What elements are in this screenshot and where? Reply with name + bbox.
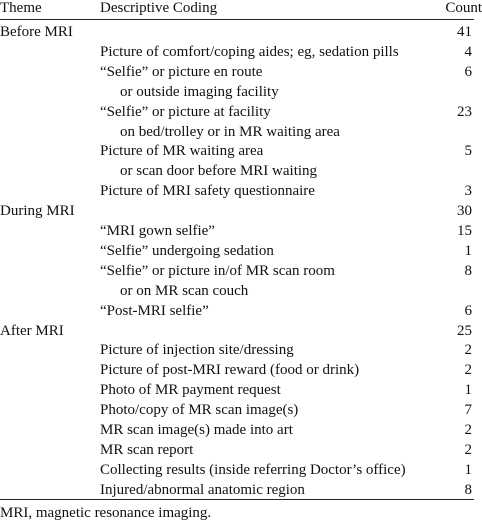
table-row: [0, 62, 474, 82]
theme-cell: Before MRI: [0, 24, 73, 40]
coding-cell: Photo of MR payment request: [100, 382, 281, 399]
header-count: Count: [445, 0, 482, 16]
count-cell: 41: [457, 24, 472, 40]
table-row: [0, 221, 474, 241]
table-row: [0, 480, 474, 500]
coding-cell: Injured/abnormal anatomic region: [100, 481, 305, 498]
count-cell: 6: [464, 302, 472, 319]
table-row: [0, 420, 474, 440]
count-cell: 1: [464, 461, 472, 478]
coding-cell: Collecting results (inside referring Doctor’s office): [100, 461, 406, 478]
coding-cell: “Selfie” or picture at facility: [100, 103, 271, 120]
coding-cell: “Selfie” or picture in/of MR scan room: [100, 262, 335, 279]
count-cell: 2: [464, 342, 472, 359]
table-row: [0, 321, 474, 341]
table-row: [0, 102, 474, 122]
count-cell: 25: [457, 322, 472, 339]
count-cell: 7: [464, 402, 472, 419]
table-footnote: MRI, magnetic resonance imaging.: [0, 505, 212, 521]
coding-cell: “Selfie” undergoing sedation: [100, 242, 274, 259]
count-cell: 2: [464, 362, 472, 379]
coding-cell: Picture of injection site/dressing: [100, 342, 294, 359]
table-row: [0, 380, 474, 400]
coding-cell: or scan door before MRI waiting: [120, 163, 318, 180]
coding-cell: or on MR scan couch: [120, 282, 249, 299]
table-row: [0, 460, 474, 480]
coding-cell: “MRI gown selfie”: [100, 223, 215, 239]
count-cell: 1: [464, 382, 472, 399]
coding-cell: MR scan image(s) made into art: [100, 422, 293, 438]
count-cell: 15: [457, 223, 472, 239]
header-coding: Descriptive Coding: [100, 0, 218, 16]
table-row: [0, 301, 474, 321]
coding-cell: or outside imaging facility: [120, 83, 279, 100]
coding-cell: Picture of MRI safety questionnaire: [100, 183, 315, 200]
count-cell: 8: [464, 481, 472, 498]
table-header: [0, 0, 482, 18]
table-row: [0, 82, 474, 102]
coding-cell: Picture of MR waiting area: [100, 143, 264, 160]
coding-cell: MR scan report: [100, 441, 194, 458]
theme-cell: After MRI: [0, 322, 64, 339]
table-row: [0, 281, 474, 301]
bottom-rule: [0, 499, 474, 500]
coding-cell: Picture of post-MRI reward (food or drink): [100, 362, 360, 379]
count-cell: 8: [464, 262, 472, 279]
table-row: [0, 161, 474, 181]
table-row: [0, 261, 474, 281]
coding-cell: Photo/copy of MR scan image(s): [100, 402, 299, 419]
table-row: [0, 181, 474, 201]
count-cell: 4: [464, 43, 472, 60]
count-cell: 1: [464, 242, 472, 259]
table-row: [0, 360, 474, 380]
theme-cell: During MRI: [0, 203, 75, 220]
count-cell: 30: [457, 203, 472, 220]
table-row: [0, 440, 474, 460]
coding-cell: “Selfie” or picture en route: [100, 63, 263, 80]
table-row: [0, 122, 474, 142]
header-rule: [0, 19, 474, 20]
table-row: [0, 241, 474, 261]
count-cell: 23: [457, 103, 472, 120]
table-row: [0, 22, 474, 42]
table-row: [0, 340, 474, 360]
coding-cell: “Post-MRI selfie”: [100, 302, 209, 319]
count-cell: 3: [464, 183, 472, 200]
count-cell: 6: [464, 63, 472, 80]
count-cell: 2: [464, 441, 472, 458]
table-row: [0, 42, 474, 62]
table-row: [0, 201, 474, 221]
count-cell: 5: [464, 143, 472, 160]
table-row: [0, 400, 474, 420]
header-theme: Theme: [0, 0, 42, 16]
coding-cell: on bed/trolley or in MR waiting area: [120, 123, 340, 140]
table-row: [0, 141, 474, 161]
count-cell: 2: [464, 422, 472, 438]
coding-cell: Picture of comfort/coping aides; eg, sedation pills: [100, 43, 399, 60]
